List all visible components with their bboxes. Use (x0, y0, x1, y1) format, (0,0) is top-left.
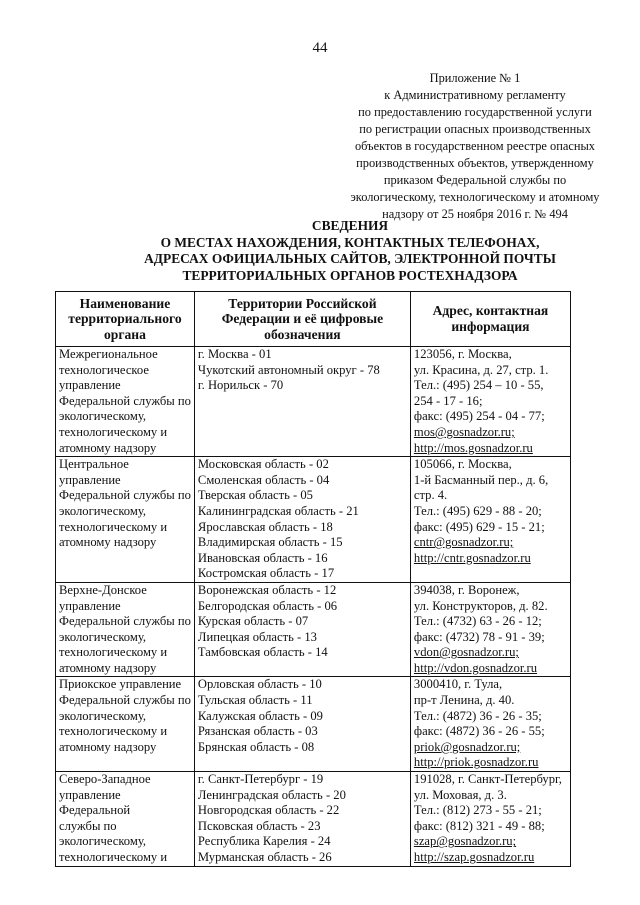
territory-line: Костромская область - 17 (197, 566, 335, 581)
page-number: 44 (312, 40, 328, 56)
address-line: 1-й Басманный пер., д. 6, (413, 472, 549, 487)
office-name-line: Федеральной (59, 803, 131, 818)
office-name-line: атомному надзору (59, 660, 157, 675)
office-name-line: Федеральной службы по (59, 693, 191, 708)
office-name-line: управление (59, 787, 121, 802)
office-name-line: управление (59, 598, 121, 613)
table-row (56, 582, 571, 677)
appendix-line: объектов в государственном реестре опасных (354, 139, 595, 153)
website-link[interactable]: http://vdon.gosnadzor.ru (413, 660, 538, 675)
address-line: ул. Конструкторов, д. 82. (413, 598, 548, 613)
address-line: 3000410, г. Тула, (413, 677, 503, 692)
territories-cell (194, 347, 410, 457)
territories-cell (194, 772, 410, 867)
territory-line: Липецкая область - 13 (197, 629, 317, 644)
territory-line: Чукотский автономный округ - 78 (197, 362, 380, 377)
office-name-line: Приокское управление (59, 677, 182, 692)
appendix-line: производственных объектов, утвержденному (356, 156, 594, 170)
address-line: Тел.: (4732) 63 - 26 - 12; (413, 614, 542, 629)
appendix-line: по предоставлению государственной услуги (358, 105, 592, 119)
office-name-cell (56, 772, 195, 867)
territory-line: Рязанская область - 03 (197, 724, 318, 739)
office-name-line: Межрегиональное (59, 347, 158, 361)
office-name-line: атомному надзору (59, 739, 157, 754)
table-row (56, 677, 571, 772)
website-link[interactable]: http://cntr.gosnadzor.ru (413, 550, 531, 565)
office-name-line: атомному надзору (59, 535, 157, 550)
address-line: 105066, г. Москва, (413, 457, 512, 472)
office-name-line: технологическое (59, 362, 149, 377)
territory-line: Смоленская область - 04 (197, 472, 330, 487)
territories-cell (194, 457, 410, 583)
territory-line: Белгородская область - 06 (197, 598, 338, 613)
territory-line: Ярославская область - 18 (197, 519, 333, 534)
address-line: Тел.: (495) 254 – 10 - 55, (413, 378, 544, 393)
office-name-line: технологическому и (59, 645, 168, 660)
address-line: стр. 4. (413, 488, 448, 503)
office-name-line: Федеральной службы по (59, 393, 191, 408)
office-name-line: Северо-Западное (59, 772, 151, 787)
header-name: Наименование территориального органа (56, 292, 195, 347)
office-name-line: технологическому и (59, 724, 168, 739)
appendix-line: Приложение № 1 (429, 71, 521, 85)
office-name-line: управление (59, 378, 121, 393)
office-name-cell (56, 457, 195, 583)
website-link[interactable]: http://szap.gosnadzor.ru (413, 850, 535, 864)
territory-line: Псковская область - 23 (197, 818, 321, 833)
territory-line: Орловская область - 10 (197, 677, 322, 692)
email-link[interactable]: priok@gosnadzor.ru; (413, 739, 521, 754)
email-link[interactable]: mos@gosnadzor.ru; (413, 424, 515, 439)
territory-line: г. Санкт-Петербург - 19 (197, 772, 324, 787)
table-row (56, 772, 571, 867)
contact-cell (410, 772, 570, 867)
address-line: факс: (495) 629 - 15 - 21; (413, 519, 545, 534)
territory-line: Тульская область - 11 (197, 693, 313, 708)
offices-table (55, 291, 571, 867)
territory-line: Воронежская область - 12 (197, 582, 337, 597)
territory-line: Ленинградская область - 20 (197, 787, 346, 802)
territory-line: Брянская область - 08 (197, 739, 315, 754)
office-name-line: технологическому и (59, 424, 168, 439)
address-line: Тел.: (495) 629 - 88 - 20; (413, 503, 542, 518)
office-name-line: экологическому, (59, 834, 147, 849)
territory-line: Калужская область - 09 (197, 708, 323, 723)
office-name-line: экологическому, (59, 409, 147, 424)
address-line: факс: (812) 321 - 49 - 88; (413, 818, 545, 833)
title-line: О МЕСТАХ НАХОЖДЕНИЯ, КОНТАКТНЫХ ТЕЛЕФОНАХ, (160, 234, 540, 250)
territories-cell (194, 582, 410, 677)
appendix-block (330, 70, 620, 223)
territory-line: Ивановская область - 16 (197, 550, 328, 565)
territory-line: Республика Карелия - 24 (197, 834, 331, 849)
territories-cell (194, 677, 410, 772)
address-line: ул. Красина, д. 27, стр. 1. (413, 362, 549, 377)
address-line: 191028, г. Санкт-Петербург, (413, 772, 562, 787)
contact-cell (410, 457, 570, 583)
territory-line: Курская область - 07 (197, 614, 309, 629)
office-name-cell (56, 677, 195, 772)
title-line: АДРЕСАХ ОФИЦИАЛЬНЫХ САЙТОВ, ЭЛЕКТРОННОЙ ПОЧТЫ (144, 251, 556, 266)
title-line: СВЕДЕНИЯ (311, 218, 389, 233)
address-line: 394038, г. Воронеж, (413, 582, 520, 597)
address-line: факс: (4732) 78 - 91 - 39; (413, 629, 545, 644)
table-row (56, 347, 571, 457)
contact-cell (410, 677, 570, 772)
contact-cell (410, 347, 570, 457)
appendix-line: надзору от 25 ноября 2016 г. № 494 (382, 207, 568, 221)
office-name-line: экологическому, (59, 708, 147, 723)
territory-line: Московская область - 02 (197, 457, 329, 472)
office-name-cell (56, 347, 195, 457)
document-title (60, 218, 640, 284)
territory-line: Владимирская область - 15 (197, 535, 343, 550)
title-line: ТЕРРИТОРИАЛЬНЫХ ОРГАНОВ РОСТЕХНАДЗОРА (182, 267, 518, 283)
address-line: 123056, г. Москва, (413, 347, 512, 361)
appendix-line: к Административному регламенту (384, 88, 566, 102)
territory-line: Тамбовская область - 14 (197, 645, 328, 660)
address-line: 254 - 17 - 16; (413, 393, 483, 408)
header-territories: Территории Российской Федерации и её цифровые обозначения (194, 292, 410, 347)
address-line: Тел.: (4872) 36 - 26 - 35; (413, 708, 542, 723)
email-link[interactable]: cntr@gosnadzor.ru; (413, 535, 514, 550)
address-line: Тел.: (812) 273 - 55 - 21; (413, 803, 542, 818)
table-header-row (56, 292, 571, 347)
territory-line: Мурманская область - 26 (197, 850, 332, 864)
office-name-line: управление (59, 472, 121, 487)
address-line: ул. Моховая, д. 3. (413, 787, 507, 802)
address-line: факс: (495) 254 - 04 - 77; (413, 409, 545, 424)
office-name-line: Верхне-Донское (59, 582, 147, 597)
contact-cell (410, 582, 570, 677)
office-name-line: Федеральной службы по (59, 488, 191, 503)
address-line: пр-т Ленина, д. 40. (413, 693, 515, 708)
office-name-line: технологическому и (59, 850, 168, 864)
office-name-cell (56, 582, 195, 677)
office-name-line: экологическому, (59, 503, 147, 518)
territory-line: г. Норильск - 70 (197, 378, 284, 393)
website-link[interactable]: http://priok.gosnadzor.ru (413, 755, 539, 770)
address-line: факс: (4872) 36 - 26 - 55; (413, 724, 545, 739)
office-name-line: Федеральной службы по (59, 614, 191, 629)
website-link[interactable]: http://mos.gosnadzor.ru (413, 440, 533, 455)
office-name-line: Центральное (59, 457, 129, 472)
table-row (56, 457, 571, 583)
header-address: Адрес, контактная информация (410, 292, 570, 347)
territory-line: Новгородская область - 22 (197, 803, 340, 818)
office-name-line: экологическому, (59, 629, 147, 644)
territory-line: Тверская область - 05 (197, 488, 313, 503)
office-name-line: атомному надзору (59, 440, 157, 455)
appendix-line: приказом Федеральной службы по (383, 173, 567, 187)
email-link[interactable]: vdon@gosnadzor.ru; (413, 645, 519, 660)
appendix-line: экологическому, технологическому и атомному (350, 190, 600, 204)
territory-line: г. Москва - 01 (197, 347, 272, 361)
office-name-line: технологическому и (59, 519, 168, 534)
territory-line: Калининградская область - 21 (197, 503, 359, 518)
email-link[interactable]: szap@gosnadzor.ru; (413, 834, 517, 849)
office-name-line: службы по (59, 818, 117, 833)
appendix-line: по регистрации опасных производственных (359, 122, 591, 136)
